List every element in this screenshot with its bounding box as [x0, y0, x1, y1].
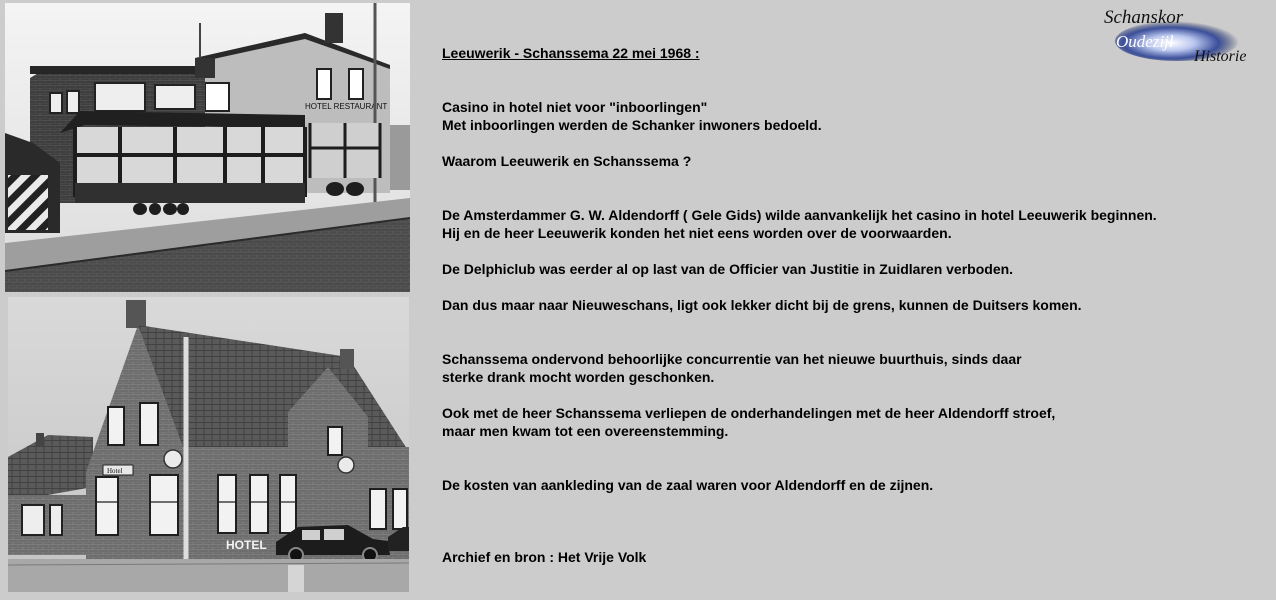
article-line: sterke drank mocht worden geschonken.: [442, 369, 715, 385]
article-line: De Amsterdammer G. W. Aldendorff ( Gele Gids) wilde aanvankelijk het casino in hotel Leeuwerik beginnen.: [442, 207, 1157, 223]
logo-graphic: [1102, 3, 1270, 65]
logo-line-3: Historie: [1194, 48, 1247, 65]
logo-line-2: Oudezijl: [1116, 32, 1174, 51]
photo-hotel-schanssema: [8, 297, 409, 592]
article-source: Archief en bron : Het Vrije Volk: [442, 549, 647, 565]
article-line: Waarom Leeuwerik en Schanssema ?: [442, 153, 692, 169]
logo-line-1: Schanskor: [1104, 7, 1184, 28]
article-line: Ook met de heer Schanssema verliepen de onderhandelingen met de heer Aldendorff stroef,: [442, 405, 1056, 421]
article-line: Hij en de heer Leeuwerik konden het niet eens worden over de voorwaarden.: [442, 225, 952, 241]
schanskor-historie-logo: [1102, 3, 1270, 65]
hotel-small-sign: Hotel: [107, 467, 123, 475]
article-line: Dan dus maar naar Nieuweschans, ligt ook lekker dicht bij de grens, kunnen de Duitsers komen.: [442, 297, 1082, 313]
hotel-leeuwerik-image: [5, 3, 410, 292]
article-line: De kosten van aankleding van de zaal waren voor Aldendorff en de zijnen.: [442, 477, 934, 493]
photo-hotel-leeuwerik: [5, 3, 410, 292]
article-line: Schanssema ondervond behoorlijke concurrentie van het nieuwe buurthuis, sinds daar: [442, 351, 1022, 367]
article-line: Met inboorlingen werden de Schanker inwoners bedoeld.: [442, 117, 822, 133]
article-line: maar men kwam tot een overeenstemming.: [442, 423, 729, 439]
article-line: De Delphiclub was eerder al op last van de Officier van Justitie in Zuidlaren verboden.: [442, 261, 1014, 277]
hotel-schanssema-image: [8, 297, 409, 592]
hotel-wall-sign: HOTEL: [226, 538, 267, 552]
article-line: Casino in hotel niet voor "inboorlingen": [442, 99, 708, 115]
hotel-restaurant-sign: HOTEL RESTAURANT: [305, 102, 388, 111]
article-heading: Leeuwerik - Schanssema 22 mei 1968 :: [442, 45, 700, 61]
